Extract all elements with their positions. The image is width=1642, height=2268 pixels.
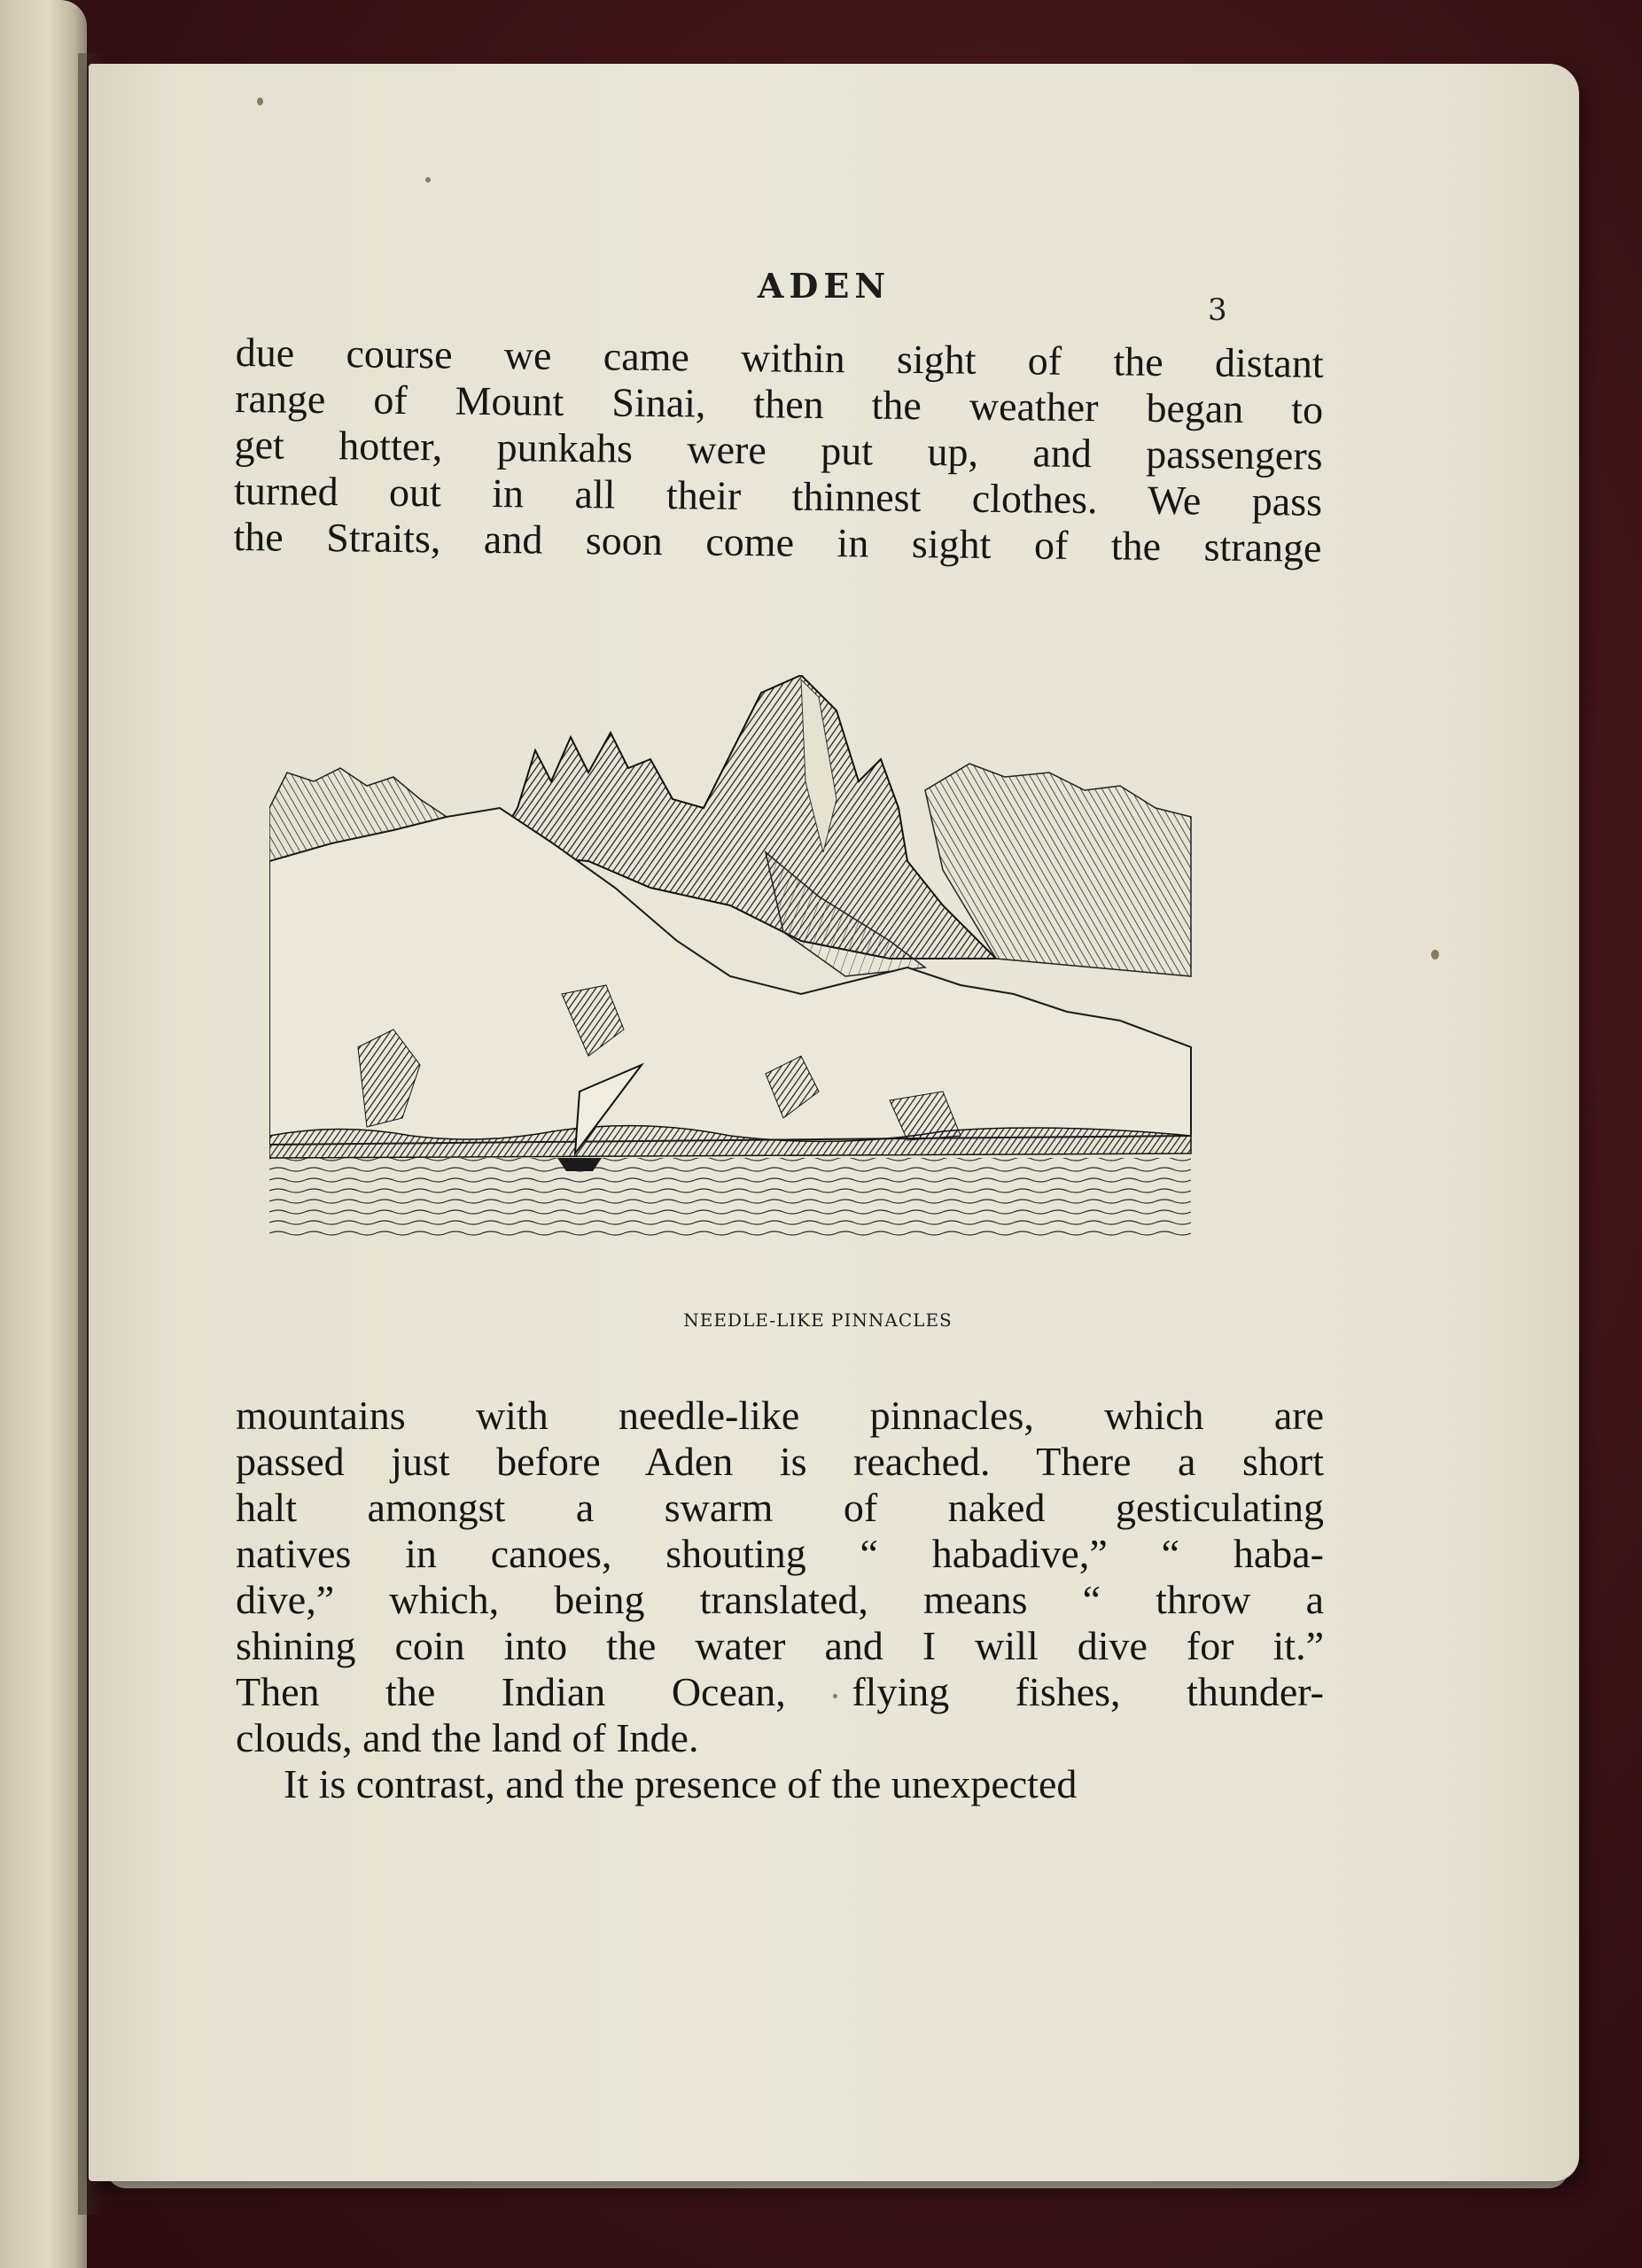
facing-page-edge [0, 0, 87, 2268]
text-line: get hotter, punkahs were put up, and passengers [234, 421, 1323, 478]
text-block-top [233, 330, 1324, 571]
sea-surface [269, 1158, 1191, 1238]
text-line: natives in canoes, shouting “ habadive,” “ haba- [236, 1531, 1324, 1576]
text-line: range of Mount Sinai, then the weather began to [234, 375, 1324, 432]
text-line: passed just before Aden is reached. There a short [236, 1439, 1324, 1484]
text-line: Then the Indian Ocean, flying fishes, thunder- [236, 1669, 1324, 1714]
text-line: halt amongst a swarm of naked gesticulating [236, 1485, 1324, 1530]
paper-speck [257, 97, 263, 105]
text-line: the Straits, and soon come in sight of the strange [233, 513, 1322, 571]
text-block-bottom [236, 1393, 1324, 1807]
text-line: turned out in all their thinnest clothes. We pass [233, 467, 1323, 524]
paper-speck [425, 177, 431, 183]
figure-caption: NEEDLE-LIKE PINNACLES [683, 1309, 953, 1331]
text-line: mountains with needle-like pinnacles, which are [236, 1393, 1324, 1438]
running-head: ADEN [757, 266, 891, 306]
book-page [89, 64, 1579, 2181]
page-number: 3 [1208, 292, 1227, 328]
paper-speck [1431, 950, 1439, 959]
text-line: due course we came within sight of the distant [235, 330, 1324, 386]
text-line: clouds, and the land of Inde. [236, 1715, 699, 1760]
text-line: shining coin into the water and I will dive for it.” [236, 1623, 1324, 1668]
engraving-illustration [269, 675, 1200, 1242]
engraving-needle-pinnacles [269, 675, 1200, 1242]
paragraph-start-line: It is contrast, and the presence of the unexpected [284, 1761, 1078, 1806]
text-line: dive,” which, being translated, means “ throw a [236, 1577, 1324, 1622]
